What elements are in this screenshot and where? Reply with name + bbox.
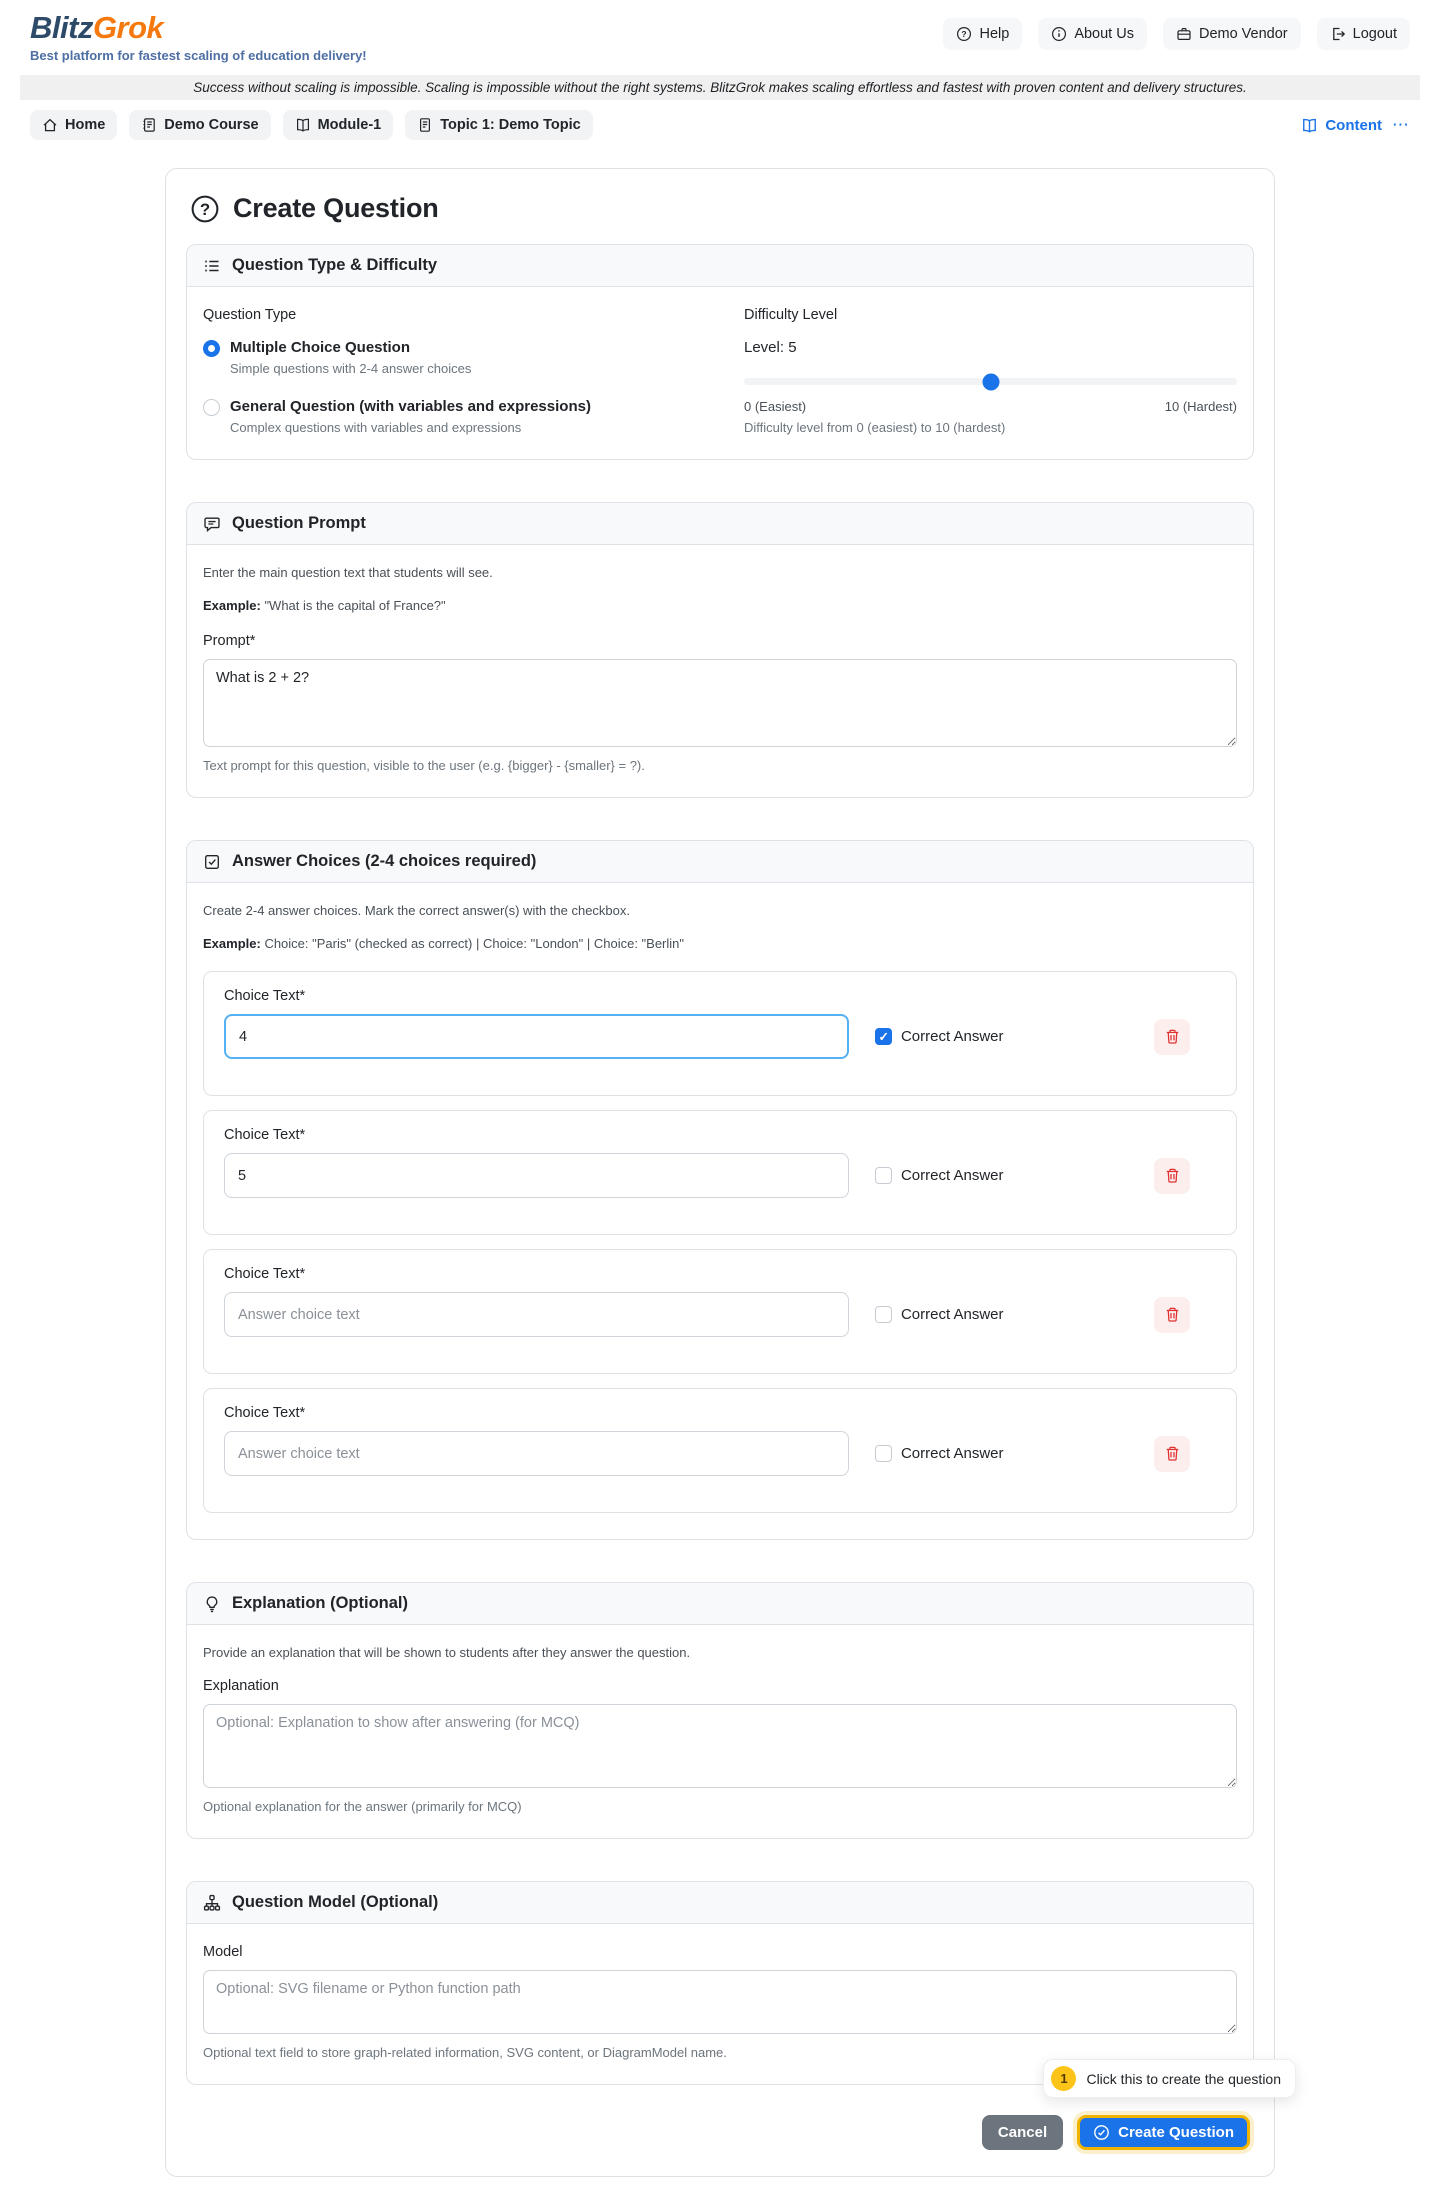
choice-3-delete-button[interactable] bbox=[1154, 1297, 1190, 1333]
briefcase-icon bbox=[1176, 26, 1192, 42]
section-question-model bbox=[186, 1881, 1254, 2085]
section-type-difficulty-header bbox=[187, 245, 1253, 287]
mcq-radio-label: Multiple Choice Question bbox=[230, 339, 411, 356]
choice-4-correct-label: Correct Answer bbox=[900, 1445, 1004, 1462]
content-link[interactable] bbox=[1301, 117, 1382, 134]
difficulty-slider-thumb[interactable] bbox=[982, 373, 999, 390]
choice-4-correct-wrap bbox=[875, 1445, 1004, 1462]
diagram-icon bbox=[203, 1894, 221, 1912]
chat-bubble-icon bbox=[203, 515, 221, 533]
demo-vendor-button[interactable] bbox=[1163, 18, 1301, 50]
prompt-field-label: Prompt* bbox=[203, 633, 256, 649]
difficulty-slider[interactable] bbox=[744, 378, 1237, 385]
choice-card-2 bbox=[203, 1110, 1237, 1235]
help-label: Help bbox=[979, 26, 1010, 42]
prompt-intro: Enter the main question text that students will see. bbox=[203, 565, 493, 580]
choices-example-text: Choice: "Paris" (checked as correct) | Choice: "London" | Choice: "Berlin" bbox=[264, 936, 685, 951]
choice-3-label: Choice Text* bbox=[224, 1266, 306, 1282]
lightbulb-icon bbox=[203, 1595, 221, 1613]
create-question-label: Create Question bbox=[1118, 2124, 1234, 2141]
difficulty-max-label: 10 (Hardest) bbox=[1164, 399, 1237, 414]
file-text-icon bbox=[417, 117, 433, 133]
page-title: Create Question bbox=[233, 193, 439, 223]
content-link-label: Content bbox=[1325, 116, 1382, 134]
breadcrumb-topic[interactable] bbox=[405, 110, 592, 140]
model-textarea[interactable] bbox=[203, 1970, 1237, 2034]
question-type-label: Question Type bbox=[203, 307, 297, 323]
prompt-example bbox=[203, 598, 1237, 613]
check-circle-icon bbox=[1093, 2124, 1110, 2141]
breadcrumb-bar bbox=[0, 100, 1440, 146]
model-helper: Optional text field to store graph-related information, SVG content, or DiagramModel name. bbox=[203, 2045, 727, 2060]
about-us-button[interactable] bbox=[1038, 18, 1147, 50]
breadcrumb-topic-label: Topic 1: Demo Topic bbox=[440, 117, 581, 133]
choice-2-delete-button[interactable] bbox=[1154, 1158, 1190, 1194]
general-radio-description: Complex questions with variables and expressions bbox=[230, 420, 522, 435]
help-circle-icon bbox=[956, 26, 972, 42]
section-question-model-title: Question Model (Optional) bbox=[232, 1893, 439, 1911]
tour-step-badge: 1 bbox=[1051, 2066, 1076, 2091]
question-type-option-general[interactable] bbox=[203, 398, 696, 435]
explanation-helper: Optional explanation for the answer (primarily for MCQ) bbox=[203, 1799, 522, 1814]
difficulty-level-value: Level: 5 bbox=[744, 339, 797, 356]
explanation-intro: Provide an explanation that will be shown to students after they answer the question. bbox=[203, 1645, 691, 1660]
choice-2-input[interactable] bbox=[224, 1153, 849, 1198]
content-book-icon bbox=[1301, 117, 1318, 134]
page-title-row bbox=[186, 191, 1254, 244]
content-actions bbox=[1301, 117, 1410, 134]
app-tagline: Best platform for fastest scaling of education delivery! bbox=[30, 48, 367, 63]
section-type-difficulty-title: Question Type & Difficulty bbox=[232, 256, 438, 274]
choice-1-correct-label: Correct Answer bbox=[900, 1028, 1004, 1045]
trash-icon bbox=[1164, 1167, 1181, 1184]
prompt-example-text: "What is the capital of France?" bbox=[264, 598, 446, 613]
tour-tooltip-text: Click this to create the question bbox=[1086, 2070, 1281, 2087]
difficulty-min-label: 0 (Easiest) bbox=[744, 399, 807, 414]
choice-card-3 bbox=[203, 1249, 1237, 1374]
choice-1-delete-button[interactable] bbox=[1154, 1019, 1190, 1055]
section-explanation-title: Explanation (Optional) bbox=[232, 1594, 408, 1612]
breadcrumb-demo-course-label: Demo Course bbox=[164, 117, 259, 133]
svg-text:?: ? bbox=[199, 199, 211, 219]
difficulty-helper: Difficulty level from 0 (easiest) to 10 (hardest) bbox=[744, 420, 1006, 435]
question-type-option-mcq[interactable] bbox=[203, 339, 696, 376]
breadcrumb bbox=[30, 110, 593, 140]
choice-4-correct-checkbox[interactable] bbox=[875, 1445, 892, 1462]
breadcrumb-home[interactable] bbox=[30, 110, 117, 140]
trash-icon bbox=[1164, 1306, 1181, 1323]
logo-block bbox=[30, 10, 367, 63]
check-square-icon bbox=[203, 853, 221, 871]
model-field-label: Model bbox=[203, 1944, 243, 1960]
breadcrumb-demo-course[interactable] bbox=[129, 110, 270, 140]
help-button[interactable] bbox=[943, 18, 1022, 50]
breadcrumb-module-1[interactable] bbox=[283, 110, 394, 140]
info-circle-icon bbox=[1051, 26, 1067, 42]
home-icon bbox=[42, 117, 58, 133]
breadcrumb-module-1-label: Module-1 bbox=[317, 117, 382, 133]
book-icon bbox=[295, 117, 311, 133]
choice-4-delete-button[interactable] bbox=[1154, 1436, 1190, 1472]
logout-icon bbox=[1330, 26, 1346, 42]
choice-4-label: Choice Text* bbox=[224, 1405, 306, 1421]
mcq-radio-description: Simple questions with 2-4 answer choices bbox=[230, 361, 472, 376]
section-question-model-header bbox=[187, 1882, 1253, 1924]
choice-1-correct-checkbox[interactable] bbox=[875, 1028, 892, 1045]
section-explanation-header bbox=[187, 1583, 1253, 1625]
general-radio[interactable] bbox=[203, 399, 220, 416]
app-header bbox=[0, 0, 1440, 71]
choice-3-correct-checkbox[interactable] bbox=[875, 1306, 892, 1323]
choice-2-label: Choice Text* bbox=[224, 1127, 306, 1143]
section-answer-choices-header bbox=[187, 841, 1253, 883]
explanation-field-label: Explanation bbox=[203, 1678, 279, 1694]
choice-2-correct-wrap bbox=[875, 1167, 1004, 1184]
about-us-label: About Us bbox=[1074, 26, 1134, 42]
general-radio-label: General Question (with variables and expressions) bbox=[230, 398, 591, 415]
logo-part-grok: Grok bbox=[92, 10, 164, 45]
demo-vendor-label: Demo Vendor bbox=[1198, 26, 1288, 42]
choice-3-correct-label: Correct Answer bbox=[900, 1306, 1004, 1323]
list-icon bbox=[203, 257, 221, 275]
create-question-card bbox=[165, 168, 1281, 2177]
choice-card-1 bbox=[203, 971, 1237, 1096]
choice-1-label: Choice Text* bbox=[224, 988, 306, 1004]
logout-label: Logout bbox=[1352, 26, 1397, 42]
choice-2-correct-checkbox[interactable] bbox=[875, 1167, 892, 1184]
prompt-example-label: Example: bbox=[203, 598, 261, 613]
section-answer-choices bbox=[186, 840, 1254, 1540]
section-question-prompt-title: Question Prompt bbox=[232, 514, 366, 532]
section-explanation bbox=[186, 1582, 1254, 1839]
difficulty-level-label: Difficulty Level bbox=[744, 307, 838, 323]
logo-part-blitz: Blitz bbox=[30, 10, 93, 45]
section-question-prompt bbox=[186, 502, 1254, 798]
choices-example-label: Example: bbox=[203, 936, 261, 951]
mcq-radio[interactable] bbox=[203, 340, 220, 357]
choice-3-correct-wrap bbox=[875, 1306, 1004, 1323]
app-logo[interactable] bbox=[30, 10, 367, 46]
choice-4-input[interactable] bbox=[224, 1431, 849, 1476]
choice-card-4 bbox=[203, 1388, 1237, 1513]
difficulty-column bbox=[744, 307, 1237, 435]
choice-3-input[interactable] bbox=[224, 1292, 849, 1337]
logout-button[interactable] bbox=[1317, 18, 1410, 50]
section-answer-choices-title: Answer Choices (2-4 choices required) bbox=[232, 852, 537, 870]
journal-icon bbox=[141, 117, 157, 133]
question-type-column bbox=[203, 307, 696, 435]
explanation-textarea[interactable] bbox=[203, 1704, 1237, 1788]
breadcrumb-home-label: Home bbox=[65, 117, 106, 133]
svg-text:?: ? bbox=[961, 29, 968, 39]
prompt-textarea[interactable] bbox=[203, 659, 1237, 747]
difficulty-slider-ends bbox=[744, 399, 1237, 414]
trash-icon bbox=[1164, 1028, 1181, 1045]
cancel-button[interactable]: Cancel bbox=[982, 2115, 1063, 2150]
content-more-menu[interactable]: ⋯ bbox=[1392, 115, 1410, 134]
header-nav bbox=[943, 18, 1410, 50]
prompt-helper: Text prompt for this question, visible to the user (e.g. {bigger} - {smaller} = ?). bbox=[203, 758, 645, 773]
section-question-prompt-header bbox=[187, 503, 1253, 545]
choices-intro: Create 2-4 answer choices. Mark the correct answer(s) with the checkbox. bbox=[203, 903, 631, 918]
choice-1-input[interactable] bbox=[224, 1014, 849, 1059]
choices-example bbox=[203, 936, 1237, 951]
choice-2-correct-label: Correct Answer bbox=[900, 1167, 1004, 1184]
trash-icon bbox=[1164, 1445, 1181, 1462]
section-type-difficulty bbox=[186, 244, 1254, 460]
tour-tooltip bbox=[1043, 2059, 1296, 2098]
choice-1-correct-wrap bbox=[875, 1028, 1004, 1045]
marketing-banner: Success without scaling is impossible. Scaling is impossible without the right systems. BlitzGrok makes scaling effortless and fastest with proven content and delivery structures. bbox=[20, 75, 1420, 100]
question-circle-icon bbox=[190, 194, 220, 224]
